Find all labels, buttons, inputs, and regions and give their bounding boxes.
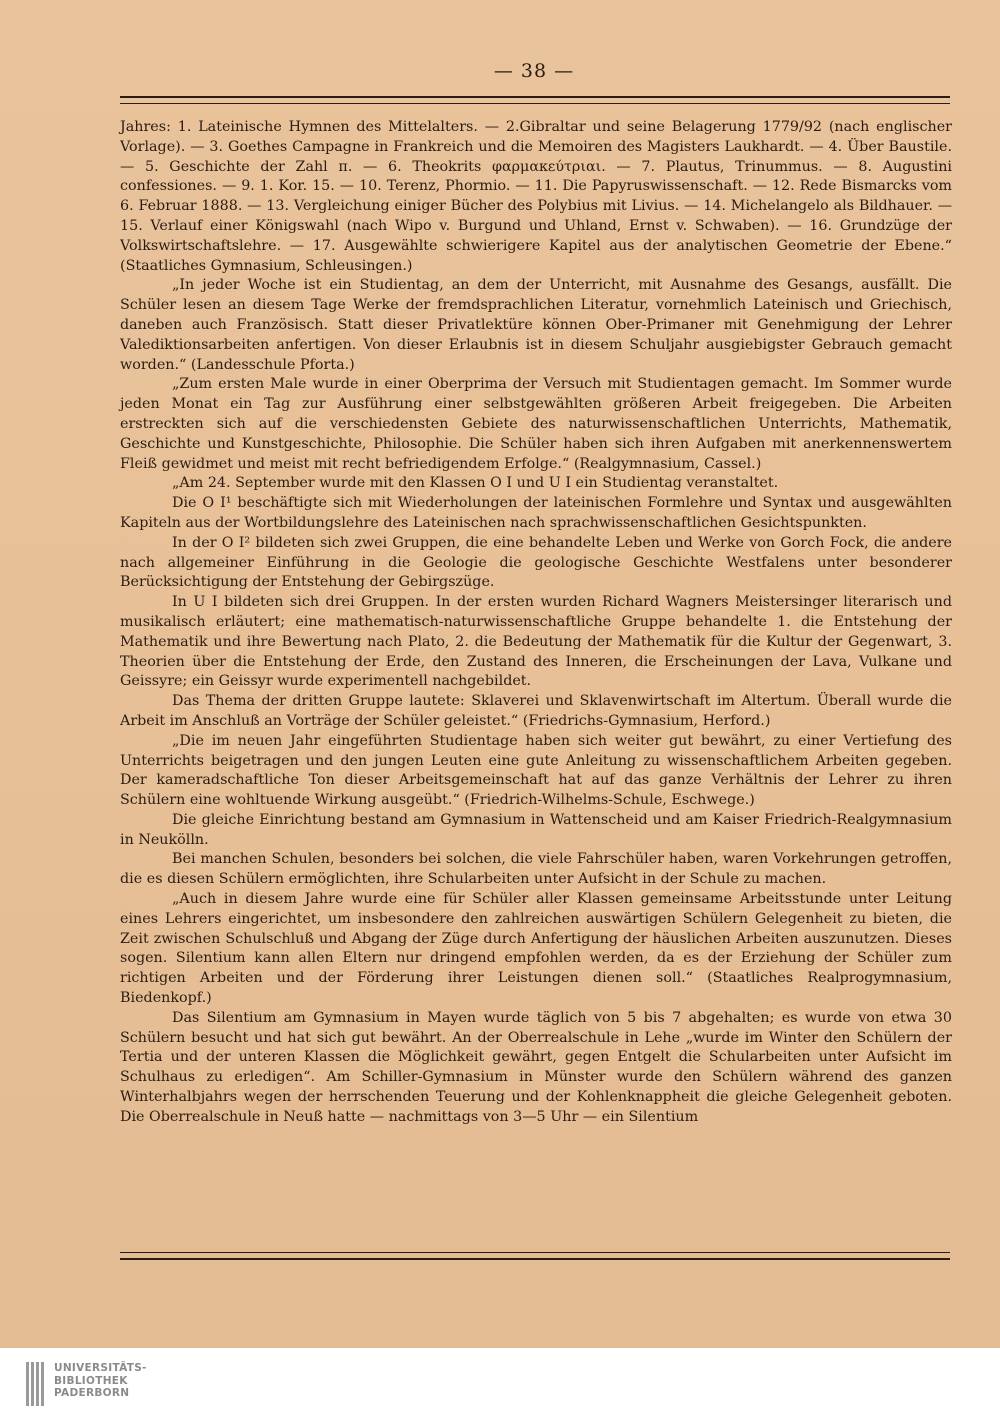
- library-line-1: UNIVERSITÄTS-: [54, 1362, 147, 1374]
- library-logo-icon: [26, 1362, 46, 1406]
- library-line-3: PADERBORN: [54, 1387, 130, 1399]
- paragraph: „Zum ersten Male wurde in einer Oberprima der Versuch mit Studientagen gemacht. Im Sommer wurde jeden Monat ein Tag zur Ausführung einer selbstgewählten größeren Arbeit freigegeben. Die Arbeiten erstreckten sich auf die verschiedensten Gebiete des naturwissenschaftlichen Unterrichts, Mathematik, Geschichte und Kunstgeschichte, Philosophie. Die Schüler haben sich ihren Aufgaben mit anerkennenswertem Fleiß gewidmet und meist mit recht befriedigendem Erfolge.“ (Realgymnasium, Cassel.): [120, 376, 952, 472]
- paragraph: Das Silentium am Gymnasium in Mayen wurde täglich von 5 bis 7 abgehalten; es wurde von etwa 30 Schülern besucht und hat sich gut bewährt. An der Oberrealschule in Lehe „wurde im Winter den Schülern der Tertia und der unteren Klassen die Möglichkeit gewährt, gegen Entgelt die Schularbeiten unter Aufsicht im Schulhaus zu erledigen“. Am Schiller-Gymnasium in Münster wurde den Schülern während des ganzen Winterhalbjahrs wegen der herrschenden Teuerung und der Kohlenknappheit die gleiche Gelegenheit geboten. Die Oberrealschule in Neuß hatte — nachmittags von 3—5 Uhr — ein Silentium: [120, 1009, 952, 1125]
- paragraph: „Am 24. September wurde mit den Klassen O I und U I ein Studientag veranstaltet.: [172, 475, 779, 492]
- page-number: — 38 —: [493, 60, 575, 82]
- paragraph: „Die im neuen Jahr eingeführten Studientage haben sich weiter gut bewährt, zu einer Vertiefung des Unterrichts beigetragen und den jungen Leuten eine gute Anleitung zu wissenschaftlichem Arbeiten gegeben. Der kameradschaftliche Ton dieser Arbeitsgemeinschaft hat auf das ganze Verhältnis der Lehrer zu ihren Schülern eine wohltuende Wirkung ausgeübt.“ (Friedrich-Wilhelms-Schule, Eschwege.): [120, 732, 952, 809]
- paragraph: „Auch in diesem Jahre wurde eine für Schüler aller Klassen gemeinsame Arbeitsstunde unter Leitung eines Lehrers eingerichtet, um insbesondere den zahlreichen auswärtigen Schülern Gelegenheit zu bieten, die Zeit zwischen Schulschluß und Abgang der Züge durch Anfertigung der häuslichen Arbeiten auszunutzen. Dieses sogen. Silentium kann allen Eltern nur dringend empfohlen werden, da es der Erziehung der Schüler zum richtigen Arbeiten und der Förderung ihrer Leistungen dienen soll.“ (Staatliches Realprogymnasium, Biedenkopf.): [120, 891, 952, 1007]
- body-text: [120, 118, 952, 1128]
- paragraph: Die O I¹ beschäftigte sich mit Wiederholungen der lateinischen Formlehre und Syntax und ausgewählten Kapiteln aus der Wortbildungslehre des Lateinischen nach sprachwissenschaftlichen Gesichtspunkten.: [120, 495, 952, 531]
- paragraph: In U I bildeten sich drei Gruppen. In der ersten wurden Richard Wagners Meistersinger literarisch und musikalisch erläutert; eine mathematisch-naturwissenschaftliche Gruppe behandelte 1. die Entstehung der Mathematik und ihre Bewertung nach Plato, 2. die Bedeutung der Mathematik für die Kultur der Gegenwart, 3. Theorien über die Entstehung der Erde, den Zustand des Inneren, die Erscheinungen der Lava, Vulkane und Geissyre; ein Geissyr wurde experimentell nachgebildet.: [120, 594, 952, 690]
- library-logo-text: [54, 1362, 147, 1400]
- paragraph: Jahres: 1. Lateinische Hymnen des Mittelalters. — 2.Gibraltar und seine Belagerung 1779/92 (nach englischer Vorlage). — 3. Goethes Campagne in Frankreich und die Memoiren des Magisters Laukhardt. — 4. Über Baustile. — 5. Geschichte der Zahl π. — 6. Theokrits φαρμακεύτριαι. — 7. Plautus, Trinummus. — 8. Augustini confessiones. — 9. 1. Kor. 15. — 10. Terenz, Phormio. — 11. Die Papyruswissenschaft. — 12. Rede Bismarcks vom 6. Februar 1888. — 13. Vergleichung einiger Bücher des Polybius mit Livius. — 14. Michelangelo als Bildhauer. — 15. Verlauf einer Königswahl (nach Wipo v. Burgund und Uhland, Ernst v. Schwaben). — 16. Grundzüge der Volkswirtschaftslehre. — 17. Ausgewählte schwierigere Kapitel aus der analytischen Geometrie der Ebene.“ (Staatliches Gymnasium, Schleusingen.): [120, 119, 952, 274]
- paragraph: Bei manchen Schulen, besonders bei solchen, die viele Fahrschüler haben, waren Vorkehrungen getroffen, die es diesen Schülern ermöglichten, ihre Schularbeiten unter Aufsicht in der Schule zu machen.: [120, 851, 952, 888]
- paragraph: Die gleiche Einrichtung bestand am Gymnasium in Wattenscheid und am Kaiser Friedrich-Realgymnasium in Neukölln.: [120, 811, 952, 848]
- header-rule: [120, 96, 950, 104]
- footer-rule: [120, 1252, 950, 1260]
- paragraph: Das Thema der dritten Gruppe lautete: Sklaverei und Sklavenwirtschaft im Altertum. Überall wurde die Arbeit im Anschluß an Vorträge der Schüler geleistet.“ (Friedrichs-Gymnasium, Herford.): [120, 693, 952, 729]
- paragraph: In der O I² bildeten sich zwei Gruppen, die eine behandelte Leben und Werke von Gorch Fock, die andere nach allgemeiner Einführung in die Geologie die geologische Geschichte Westfalens unter besonderer Berücksichtigung der Entstehung der Gebirgszüge.: [120, 534, 952, 591]
- paragraph: „In jeder Woche ist ein Studientag, an dem der Unterricht, mit Ausnahme des Gesangs, ausfällt. Die Schüler lesen an diesem Tage Werke der fremdsprachlichen Literatur, vornehmlich Lateinisch und Griechisch, daneben auch Französisch. Statt dieser Privatlektüre können Ober-Primaner mit Genehmigung der Lehrer Valediktionsarbeiten anfertigen. Von dieser Erlaubnis ist in diesem Schuljahr ausgiebigster Gebrauch gemacht worden.“ (Landesschule Pforta.): [120, 277, 952, 373]
- library-line-2: BIBLIOTHEK: [54, 1374, 128, 1387]
- library-logo: [0, 1348, 1000, 1415]
